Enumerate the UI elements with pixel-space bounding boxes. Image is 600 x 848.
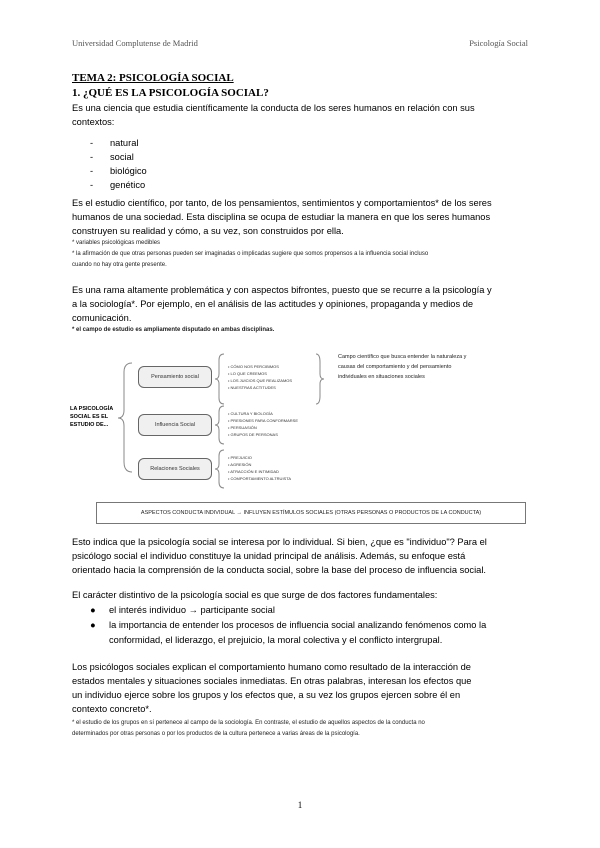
diagram-footer: ASPECTOS CONDUCTA INDIVIDUAL → INFLUYEN ESTÍMULOS SOCIALES (OTRAS PERSONAS O PRODUCTOS DE LA CONDUCTA)	[96, 502, 526, 524]
page-title: TEMA 2: PSICOLOGÍA SOCIAL	[72, 72, 234, 84]
branch-social-thought-items: • CÓMO NOS PERCIBIMOS • LO QUE CREEMOS • LOS JUICIOS QUE REALIZAMOS • NUESTRAS ACTITUDES	[228, 364, 293, 390]
page-number: 1	[297, 800, 303, 810]
problematic-paragraph: Es una rama altamente problemática y con aspectos bifrontes, puesto que se recurre a la psicología y a la sociología*. Por ejemplo, en el análisis de las actitudes y opiniones, propaganda y medios de comunicación.	[72, 285, 492, 323]
list-item: ● el interés individuo → participante social	[90, 605, 275, 615]
section-heading: 1. ¿QUÉ ES LA PSICOLOGÍA SOCIAL?	[72, 87, 269, 99]
list-item: - biológico	[90, 166, 147, 176]
header-institution: Universidad Complutense de Madrid	[72, 38, 198, 48]
branch-social-thought: Pensamiento social	[138, 366, 212, 388]
footnote-variables: * variables psicológicas medibles	[72, 240, 161, 246]
header-subject: Psicología Social	[469, 38, 528, 48]
footnote-imagined: * la afirmación de que otras personas pueden ser imaginadas o implicadas sugiere que somos propensos a la influencia social incluso cuando no hay otra gente presente.	[72, 251, 429, 268]
branch-social-influence-items: • CULTURA Y BIOLOGÍA • PRESIONES PARA CONFORMARSE • PERSUASIÓN • GRUPOS DE PERSONAS	[228, 411, 299, 437]
list-item: - genético	[90, 180, 146, 190]
branch-social-relations: Relaciones Sociales	[138, 458, 212, 480]
branch-social-influence: Influencia Social	[138, 414, 212, 436]
footnote-disputed: * el campo de estudio es ampliamente disputado en ambas disciplinas.	[72, 327, 275, 333]
intro-paragraph: Es una ciencia que estudia científicamente la conducta de los seres humanos en relación con sus contextos:	[72, 103, 475, 127]
list-item: - social	[90, 152, 134, 162]
distinctive-paragraph: El carácter distintivo de la psicología social es que surge de dos factores fundamentales:	[72, 590, 438, 600]
footnote-groups: * el estudio de los grupos en sí pertenece al campo de la sociología. En contraste, el estudio de aquellos aspectos de la conducta no determinados por otras personas o por los productos de la cultura pertenece a varias áreas de la psicología.	[72, 720, 425, 737]
factors-list	[90, 603, 532, 648]
study-paragraph: Es el estudio científico, por tanto, de los pensamientos, sentimientos y comportamientos* de los seres humanos de una sociedad. Esta disciplina se ocupa de estudiar la manera en que los seres humanos construyen su realidad y cómo, a su vez, son construidos por ella.	[72, 198, 492, 236]
interaction-paragraph: Los psicólogos sociales explican el comportamiento humano como resultado de la interacción de estados mentales y situaciones sociales inmediatas. En otras palabras, interesan los efectos que un individuo ejerce sobre los grupos y los efectos que, a su vez los grupos ejercen sobre él en contexto concreto*.	[72, 662, 472, 714]
list-item: ● la importancia de entender los procesos de influencia social analizando fenómenos como la conformidad, el liderazgo, el prejuicio, la moral colectiva y el conflicto intergrupal.	[90, 620, 487, 645]
list-item: - natural	[90, 138, 139, 148]
diagram-definition: Campo científico que busca entender la naturaleza y causas del comportamiento y del pensamiento individuales en situaciones sociales	[338, 354, 467, 380]
branch-social-relations-items: • PREJUICIO • AGRESIÓN • ATRACCIÓN E INTIMIDAD • COMPORTAMIENTO ALTRUISTA	[228, 455, 292, 481]
individual-paragraph: Esto indica que la psicología social se interesa por lo individual. Si bien, ¿que es "individuo"? Para el psicólogo social el individuo constituye la unidad principal de análisis. Además, su enfoque está orientado hacia la comprensión de la conducta social, sobre la base del proceso de influencia social.	[72, 537, 487, 575]
diagram-root: LA PSICOLOGÍA SOCIAL ES EL ESTUDIO DE...	[70, 406, 114, 428]
